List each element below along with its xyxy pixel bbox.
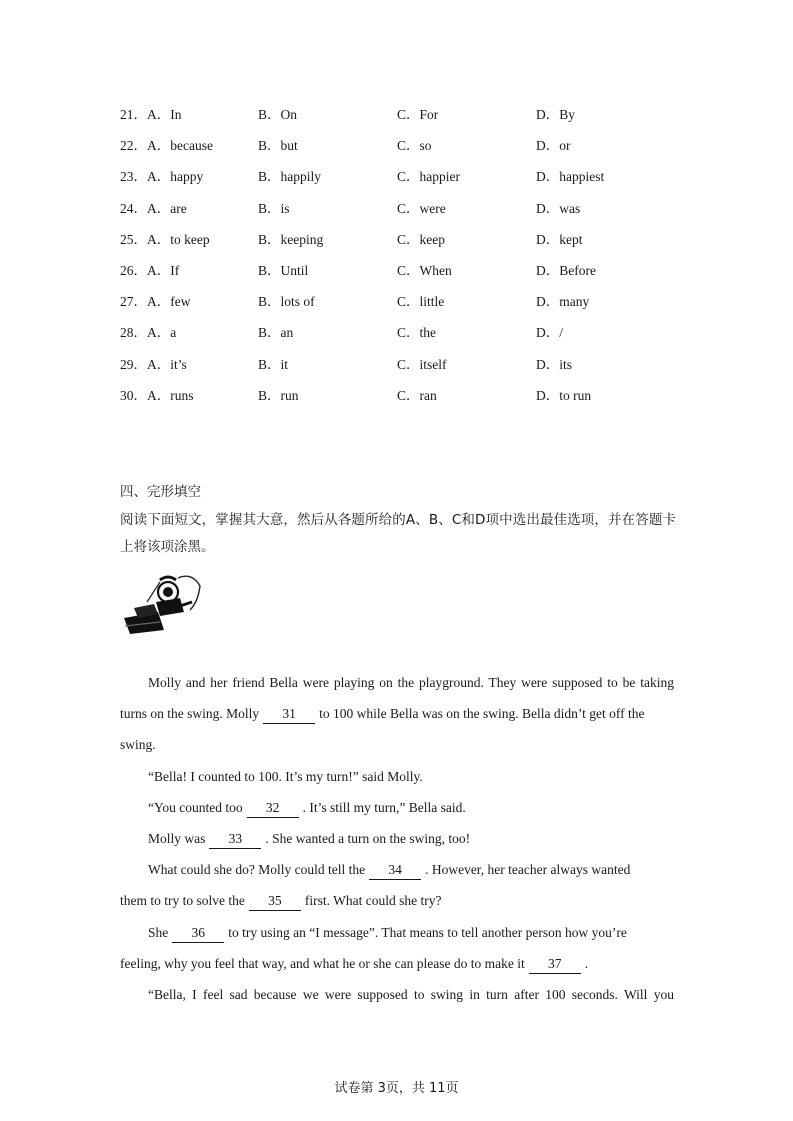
option-a: 26．A．If xyxy=(120,262,180,278)
blank-31[interactable]: 31 xyxy=(263,705,315,724)
option-a: 24．A．are xyxy=(120,200,187,216)
option-a: 22．A．because xyxy=(120,138,213,154)
option-b: B．it xyxy=(258,356,289,372)
question-row-28 xyxy=(120,316,680,347)
option-c: C．For xyxy=(397,107,439,122)
option-c: C．little xyxy=(397,294,445,310)
option-d: D．happiest xyxy=(536,169,605,185)
page-footer: 试卷第 3页，共 11页 xyxy=(334,1081,459,1096)
passage-line: feeling, why you feel that way, and what he or she can please do to make it 37 . xyxy=(120,951,674,982)
option-a: 23．A．happy xyxy=(120,169,204,185)
blank-36[interactable]: 36 xyxy=(172,924,224,943)
option-d: D．many xyxy=(536,294,590,310)
passage-line: Molly was 33 . She wanted a turn on the swing, too! xyxy=(120,826,674,857)
option-b: B．On xyxy=(258,107,298,122)
option-a: 29．A．it’s xyxy=(120,356,187,372)
option-a: 21．A．In xyxy=(120,107,182,122)
option-b: B．an xyxy=(258,325,294,341)
option-d: D．Before xyxy=(536,262,596,278)
question-row-30 xyxy=(120,379,680,410)
option-c: C．the xyxy=(397,325,436,341)
option-d: D．its xyxy=(536,356,573,372)
passage-line: “You counted too 32 . It’s still my turn,” Bella said. xyxy=(120,795,674,826)
question-row-24 xyxy=(120,192,680,223)
option-c: C．happier xyxy=(397,169,460,185)
passage-line: What could she do? Molly could tell the 34 . However, her teacher always wanted xyxy=(120,857,674,888)
question-row-26 xyxy=(120,254,680,285)
option-b: B．happily xyxy=(258,169,321,185)
option-c: C．were xyxy=(397,200,446,216)
question-row-22 xyxy=(120,129,680,160)
option-d: D．kept xyxy=(536,231,583,247)
option-a: 25．A．to keep xyxy=(120,231,210,247)
option-c: C．keep xyxy=(397,231,445,247)
option-b: B．but xyxy=(258,138,298,154)
option-b: B．keeping xyxy=(258,231,324,247)
option-d: D．was xyxy=(536,200,581,216)
question-row-23 xyxy=(120,160,680,191)
option-b: B．is xyxy=(258,200,290,216)
option-a: 28．A．a xyxy=(120,325,177,341)
option-b: B．lots of xyxy=(258,294,315,310)
options-table xyxy=(120,98,680,410)
option-d: D．/ xyxy=(536,325,563,341)
option-b: B．Until xyxy=(258,262,309,278)
blank-35[interactable]: 35 xyxy=(249,892,301,911)
passage-line: swing. xyxy=(120,737,156,753)
option-a: 30．A．runs xyxy=(120,387,194,403)
option-a: 27．A．few xyxy=(120,294,191,310)
swing-illustration-icon xyxy=(120,568,210,638)
passage-line: them to try to solve the 35 first. What could she try? xyxy=(120,888,674,919)
passage-line: turns on the swing. Molly 31 to 100 while Bella was on the swing. Bella didn’t get off the xyxy=(120,701,674,732)
question-row-25 xyxy=(120,223,680,254)
question-row-21 xyxy=(120,98,680,129)
option-c: C．ran xyxy=(397,387,437,403)
passage-line: “Bella, I feel sad because we were supposed to swing in turn after 100 seconds. Will you xyxy=(148,986,674,1002)
blank-32[interactable]: 32 xyxy=(247,799,299,818)
blank-34[interactable]: 34 xyxy=(369,861,421,880)
passage-line: Molly and her friend Bella were playing on the playground. They were supposed to be taking xyxy=(148,675,674,690)
cloze-passage xyxy=(120,670,674,1013)
option-d: D．or xyxy=(536,138,571,154)
option-d: D．to run xyxy=(536,387,592,403)
question-row-27 xyxy=(120,285,680,316)
blank-37[interactable]: 37 xyxy=(529,955,581,974)
section-title: 四、完形填空 xyxy=(120,484,201,500)
option-c: C．When xyxy=(397,262,452,278)
option-b: B．run xyxy=(258,387,299,403)
passage-line: “Bella! I counted to 100. It’s my turn!” said Molly. xyxy=(148,768,423,784)
passage-line: She 36 to try using an “I message”. That means to tell another person how you’re xyxy=(120,920,674,951)
question-row-29 xyxy=(120,348,680,379)
option-d: D．By xyxy=(536,107,576,122)
option-c: C．so xyxy=(397,138,432,154)
section-instructions: 阅读下面短文，掌握其大意，然后从各题所给的A、B、C和D项中选出最佳选项，并在答题卡上将该项涂黑。 xyxy=(120,512,676,555)
option-c: C．itself xyxy=(397,356,447,372)
blank-33[interactable]: 33 xyxy=(209,830,261,849)
